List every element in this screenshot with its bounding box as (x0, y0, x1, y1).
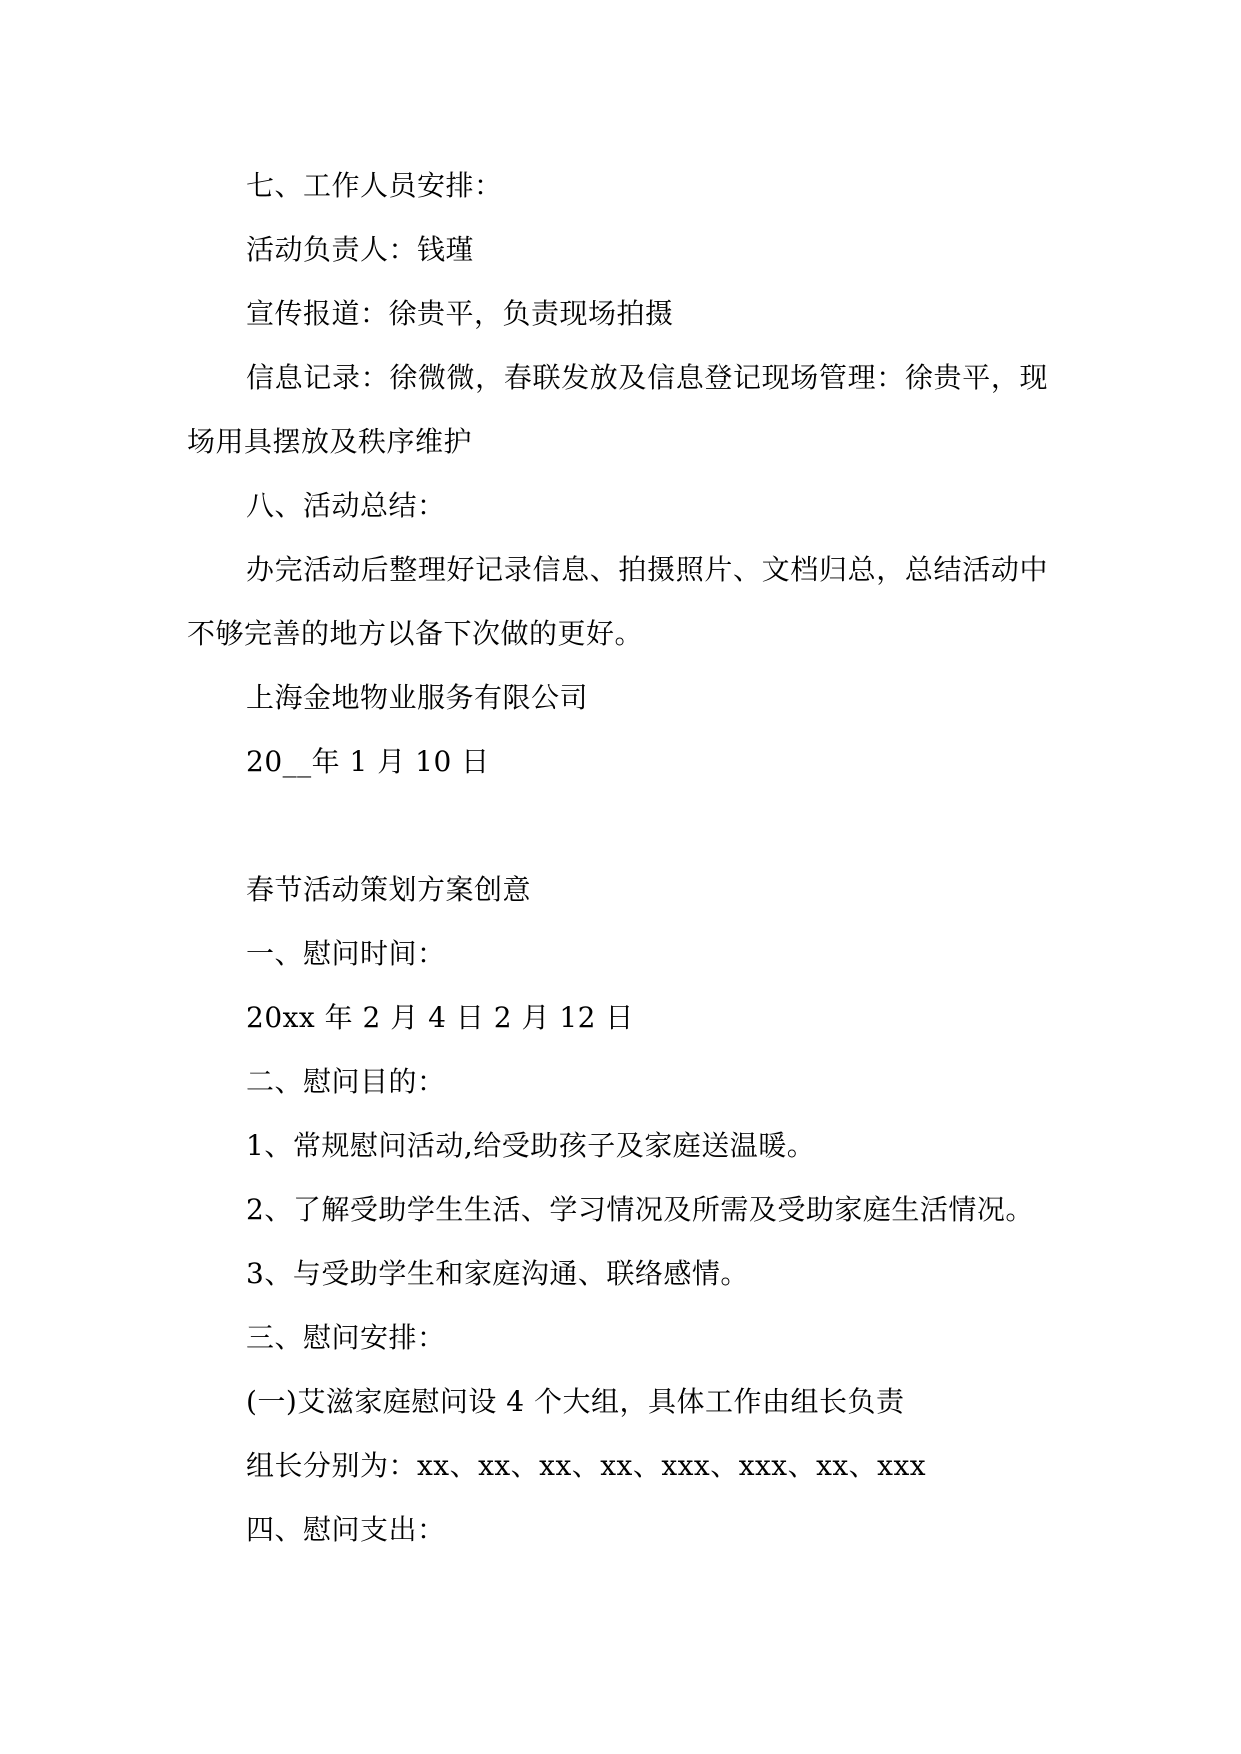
list-item: 2、了解受助学生生活、学习情况及所需及受助家庭生活情况。 (246, 1193, 1034, 1226)
section-heading-time: 一、慰问时间： (246, 937, 446, 970)
list-item: 3、与受助学生和家庭沟通、联络感情。 (246, 1257, 749, 1290)
document-title: 春节活动策划方案创意 (246, 873, 532, 906)
paragraph-line: 宣传报道：徐贵平，负责现场拍摄 (246, 297, 674, 330)
paragraph-line: 办完活动后整理好记录信息、拍摄照片、文档归总，总结活动中 (246, 553, 1048, 586)
document-date: 20__年 1 月 10 日 (246, 745, 490, 778)
paragraph-line: 20xx 年 2 月 4 日 2 月 12 日 (246, 1001, 634, 1034)
section-heading-summary: 八、活动总结： (246, 489, 446, 522)
paragraph-line: (一)艾滋家庭慰问设 4 个大组，具体工作由组长负责 (246, 1385, 905, 1418)
paragraph-line: 活动负责人：钱瑾 (246, 233, 475, 266)
list-item: 1、常规慰问活动,给受助孩子及家庭送温暖。 (246, 1129, 816, 1162)
section-heading-purpose: 二、慰问目的： (246, 1065, 446, 1098)
section-heading-expenses: 四、慰问支出： (246, 1513, 446, 1546)
company-name: 上海金地物业服务有限公司 (246, 681, 589, 714)
paragraph-line: 信息记录：徐微微，春联发放及信息登记现场管理：徐贵平，现 (246, 361, 1048, 394)
section-heading-staff: 七、工作人员安排： (246, 169, 503, 202)
paragraph-line: 不够完善的地方以备下次做的更好。 (187, 617, 644, 650)
paragraph-line: 场用具摆放及秩序维护 (187, 425, 473, 458)
section-heading-arrangement: 三、慰问安排： (246, 1321, 446, 1354)
paragraph-line: 组长分别为：xx、xx、xx、xx、xxx、xxx、xx、xxx (246, 1449, 927, 1482)
